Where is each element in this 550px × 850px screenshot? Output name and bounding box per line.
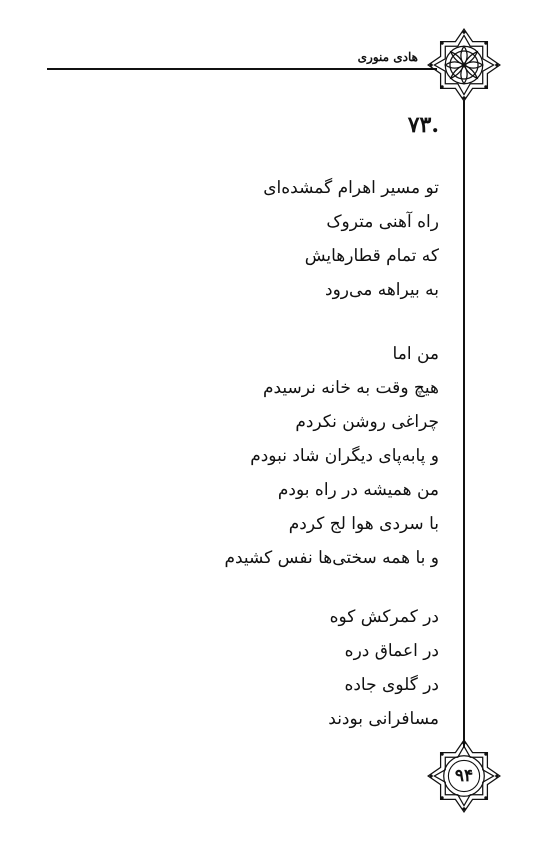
ornamental-rosette-icon bbox=[425, 26, 503, 104]
poem-line: به بیراهه می‌رود bbox=[325, 280, 439, 300]
poem-line: من اما bbox=[392, 344, 439, 364]
poem-line: در کمرکش کوه bbox=[329, 607, 439, 627]
poem-line: و با همه سختی‌ها نفس کشیدم bbox=[224, 548, 439, 568]
stanza-2 bbox=[224, 337, 439, 575]
header-rule bbox=[47, 68, 437, 70]
margin-rule bbox=[463, 100, 465, 748]
poem-line: در اعماق دره bbox=[344, 641, 439, 661]
stanza-1 bbox=[263, 171, 439, 307]
running-header-author: هادی منوری bbox=[357, 50, 418, 64]
poem-line: مسافرانی بودند bbox=[328, 709, 439, 729]
poem-line: در گلوی جاده bbox=[344, 675, 439, 695]
poem-line: که تمام قطارهایش bbox=[304, 246, 439, 266]
poem-number: .۷۳ bbox=[407, 112, 439, 138]
poem-line: من همیشه در راه بودم bbox=[277, 480, 439, 500]
poem-line: هیچ وقت به خانه نرسیدم bbox=[262, 378, 439, 398]
page-number: ۹۴ bbox=[454, 766, 474, 786]
stanza-3 bbox=[328, 600, 439, 736]
poem-line: و پابه‌پای دیگران شاد نبودم bbox=[250, 446, 439, 466]
poem-line: تو مسیر اهرام گمشده‌ای bbox=[263, 178, 439, 198]
poem-line: چراغی روشن نکردم bbox=[295, 412, 439, 432]
poem-line: با سردی هوا لج کردم bbox=[288, 514, 439, 534]
poem-line: راه آهنی متروک bbox=[326, 212, 439, 232]
